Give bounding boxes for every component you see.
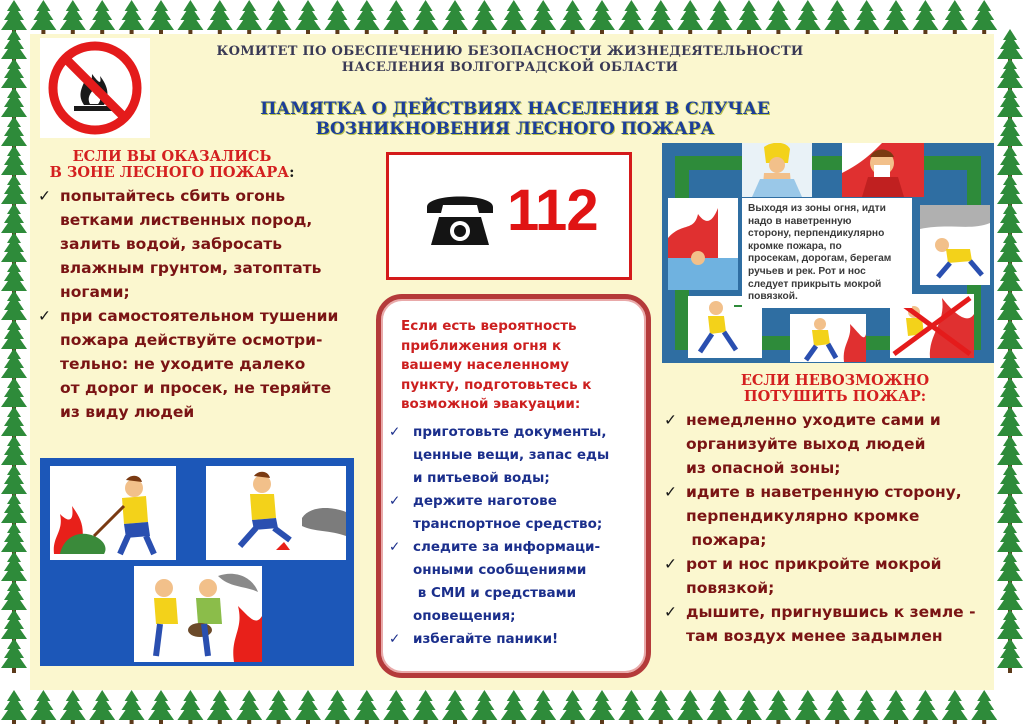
fir-tree-icon <box>295 0 321 35</box>
fir-tree-icon <box>824 690 850 724</box>
list-item <box>664 408 994 480</box>
intro-line: пункту, подготовьтесь к <box>401 376 592 393</box>
fir-tree-icon <box>736 0 762 35</box>
checkmark-icon: ✓ <box>664 411 677 429</box>
list-item <box>389 536 647 628</box>
fir-tree-icon <box>883 690 909 724</box>
intro-line: вашему населенному <box>401 357 570 373</box>
panel-crawling <box>920 205 990 285</box>
checkmark-icon: ✓ <box>389 539 401 555</box>
instruction-line: надо в наветренную <box>748 215 852 227</box>
instruction-line: Выходя из зоны огня, идти <box>748 203 886 214</box>
list-item-line: пожара действуйте осмотри- <box>60 331 323 349</box>
fir-tree-icon <box>942 690 968 724</box>
boys-throwing-soil-image <box>134 566 262 662</box>
instruction-text <box>748 203 912 304</box>
fir-tree-icon <box>883 0 909 35</box>
checkmark-icon: ✓ <box>389 493 401 509</box>
checkmark-icon: ✓ <box>38 307 51 325</box>
fir-tree-icon <box>824 0 850 35</box>
fir-tree-icon <box>207 690 233 724</box>
list-item-line: ветками лиственных пород, <box>60 211 313 229</box>
list-item-line: при самостоятельном тушении <box>60 307 339 325</box>
poster-title-line2: ВОЗНИКНОВЕНИЯ ЛЕСНОГО ПОЖАРА <box>315 119 715 139</box>
fir-tree-icon <box>765 690 791 724</box>
telephone-icon <box>423 187 497 249</box>
fir-tree-icon <box>383 690 409 724</box>
boy-stamping-fire-image <box>206 466 346 560</box>
right-section-title <box>690 373 980 405</box>
list-item-line: идите в наветренную сторону, <box>686 483 962 501</box>
panel-wet-cloth <box>742 143 812 197</box>
fir-tree-icon <box>1 690 27 724</box>
no-fire-sign-icon <box>40 38 150 138</box>
instruction-line: сторону, перпендикулярно <box>748 228 885 240</box>
committee-name-line2: НАСЕЛЕНИЯ ВОЛГОГРАДСКОЙ ОБЛАСТИ <box>341 60 679 75</box>
checkmark-icon: ✓ <box>664 555 677 573</box>
list-item-line: повязкой; <box>686 579 775 597</box>
evacuation-intro <box>401 317 641 415</box>
left-title-line2: В ЗОНЕ ЛЕСНОГО ПОЖАРА <box>49 164 290 181</box>
poster-title-line1: ПАМЯТКА О ДЕЙСТВИЯХ НАСЕЛЕНИЯ В СЛУЧАЕ <box>260 99 770 119</box>
fir-tree-icon <box>765 0 791 35</box>
list-item-line: там воздух менее задымлен <box>686 627 943 645</box>
fir-tree-icon <box>501 0 527 35</box>
emergency-number: 112 <box>507 178 598 243</box>
fir-tree-icon <box>295 690 321 724</box>
panel-covering-face <box>842 143 924 197</box>
fir-tree-icon <box>119 0 145 35</box>
list-item-line: влажным грунтом, затоптать <box>60 259 322 277</box>
fir-tree-icon <box>60 690 86 724</box>
fir-tree-icon <box>530 690 556 724</box>
intro-line: Если есть вероятность <box>401 318 577 334</box>
intro-line: возможной эвакуации: <box>401 396 581 412</box>
list-item-line: из виду людей <box>60 403 195 421</box>
list-item-line: онными сообщениями <box>413 562 587 578</box>
fir-tree-icon <box>677 0 703 35</box>
committee-name-line1: КОМИТЕТ ПО ОБЕСПЕЧЕНИЮ БЕЗОПАСНОСТИ ЖИЗНЕДЕЯТЕЛЬНОСТИ <box>216 44 804 59</box>
fir-tree-icon <box>942 0 968 35</box>
fir-tree-icon <box>354 0 380 35</box>
list-item-line: из опасной зоны; <box>686 459 841 477</box>
list-item-line: избегайте паники! <box>413 631 559 647</box>
fir-tree-icon <box>442 0 468 35</box>
fir-tree-icon <box>530 0 556 35</box>
fir-tree-icon <box>589 0 615 35</box>
list-item-line: держите наготове <box>413 493 557 509</box>
illustration-stamping-fire <box>206 466 346 560</box>
fir-tree-icon <box>912 690 938 724</box>
checkmark-icon: ✓ <box>664 603 677 621</box>
fir-tree-icon <box>501 690 527 724</box>
list-item <box>38 304 368 424</box>
instruction-line: просекам, дорогам, берегам <box>748 253 892 265</box>
boy-running-from-fire-image <box>790 314 866 362</box>
list-item-line: тельно: не уходите далеко <box>60 355 306 373</box>
fir-tree-icon <box>471 690 497 724</box>
fir-tree-icon <box>60 0 86 35</box>
list-item-line: в СМИ и средствами <box>413 585 577 601</box>
fir-tree-icon <box>413 0 439 35</box>
fir-tree-icon <box>177 0 203 35</box>
checkmark-icon: ✓ <box>38 187 51 205</box>
left-title-line1: ЕСЛИ ВЫ ОКАЗАЛИСЬ <box>72 148 272 165</box>
fir-tree-icon <box>119 690 145 724</box>
fir-tree-icon <box>648 0 674 35</box>
emergency-phone-box <box>386 152 632 280</box>
panel-water-escape <box>668 198 738 290</box>
fir-tree-icon <box>707 0 733 35</box>
fir-tree-icon <box>854 0 880 35</box>
left-section-title <box>42 149 302 181</box>
fir-tree-icon <box>795 0 821 35</box>
list-item-line: залить водой, забросать <box>60 235 283 253</box>
fir-tree-icon <box>236 690 262 724</box>
checkmark-icon: ✓ <box>389 631 401 647</box>
boy-beating-fire-image <box>50 466 176 560</box>
list-item <box>664 480 994 552</box>
fir-tree-icon <box>707 690 733 724</box>
fir-tree-icon <box>648 690 674 724</box>
fir-tree-icon <box>89 0 115 35</box>
fir-tree-icon <box>324 690 350 724</box>
fir-tree-icon <box>560 0 586 35</box>
list-item-line: организуйте выход людей <box>686 435 926 453</box>
list-item-line: от дорог и просек, не теряйте <box>60 379 332 397</box>
left-advice-list <box>38 184 368 424</box>
instruction-line: следует прикрыть мокрой <box>748 278 882 290</box>
boy-crawling-image <box>920 205 990 285</box>
instruction-line: кромке пожара, по <box>748 240 842 252</box>
fir-tree-icon <box>677 690 703 724</box>
list-item <box>389 490 647 536</box>
list-item <box>664 600 994 648</box>
evacuation-advice-box <box>376 294 651 678</box>
fir-tree-icon <box>854 690 880 724</box>
list-item-line: дышите, пригнувшись к земле - <box>686 603 976 621</box>
fir-tree-icon <box>177 690 203 724</box>
right-title-line1: ЕСЛИ НЕВОЗМОЖНО <box>740 372 930 389</box>
list-item <box>664 552 994 600</box>
fir-tree-icon <box>795 690 821 724</box>
fir-tree-icon <box>618 690 644 724</box>
boy-covering-face-image <box>842 143 924 197</box>
fir-tree-icon <box>971 0 997 35</box>
fir-tree-icon <box>589 690 615 724</box>
fir-tree-icon <box>413 690 439 724</box>
list-item-line: рот и нос прикройте мокрой <box>686 555 942 573</box>
fir-tree-icon <box>1 638 27 673</box>
illustration-throwing-soil <box>134 566 262 662</box>
list-item-line: ногами; <box>60 283 130 301</box>
instruction-line: ручьев и рек. Рот и нос <box>748 265 866 277</box>
fir-tree-icon <box>30 0 56 35</box>
right-advice-list <box>664 408 994 648</box>
checkmark-icon: ✓ <box>664 483 677 501</box>
list-item-line: следите за информаци- <box>413 539 601 555</box>
fir-tree-icon <box>912 0 938 35</box>
fir-tree-icon <box>266 690 292 724</box>
fir-tree-icon <box>148 690 174 724</box>
list-item <box>389 421 647 490</box>
list-item-line: пожара; <box>686 531 767 549</box>
list-item-line: приготовьте документы, <box>413 424 607 440</box>
illustration-beating-fire <box>50 466 176 560</box>
fir-tree-icon <box>148 0 174 35</box>
intro-line: приближения огня к <box>401 337 562 354</box>
list-item-line: перпендикулярно кромке <box>686 507 920 525</box>
fir-tree-icon <box>324 0 350 35</box>
panel-running-away <box>790 314 866 362</box>
evacuation-list <box>389 421 647 651</box>
fir-tree-icon <box>354 690 380 724</box>
fir-tree-icon <box>997 638 1023 673</box>
boy-in-water-image <box>668 198 738 290</box>
fir-tree-icon <box>236 0 262 35</box>
list-item-line: немедленно уходите сами и <box>686 411 941 429</box>
checkmark-icon: ✓ <box>389 424 401 440</box>
fir-tree-icon <box>618 0 644 35</box>
fir-tree-icon <box>266 0 292 35</box>
list-item-line: оповещения; <box>413 608 516 624</box>
list-item-line: попытайтесь сбить огонь <box>60 187 286 205</box>
boy-wetting-cloth-image <box>742 143 812 197</box>
fir-tree-icon <box>442 690 468 724</box>
fir-tree-icon <box>736 690 762 724</box>
fir-tree-icon <box>560 690 586 724</box>
fir-tree-icon <box>207 0 233 35</box>
fir-tree-icon <box>89 690 115 724</box>
fir-tree-icon <box>383 0 409 35</box>
list-item <box>38 184 368 304</box>
list-item-line: и питьевой воды; <box>413 470 550 486</box>
right-title-line2: ПОТУШИТЬ ПОЖАР: <box>743 388 927 405</box>
left-title-colon: : <box>289 164 295 181</box>
fir-tree-icon <box>471 0 497 35</box>
list-item <box>389 628 647 651</box>
fir-tree-icon <box>971 690 997 724</box>
instruction-line: повязкой. <box>748 291 798 303</box>
list-item-line: ценные вещи, запас еды <box>413 447 610 463</box>
list-item-line: транспортное средство; <box>413 516 603 532</box>
fir-tree-icon <box>30 690 56 724</box>
